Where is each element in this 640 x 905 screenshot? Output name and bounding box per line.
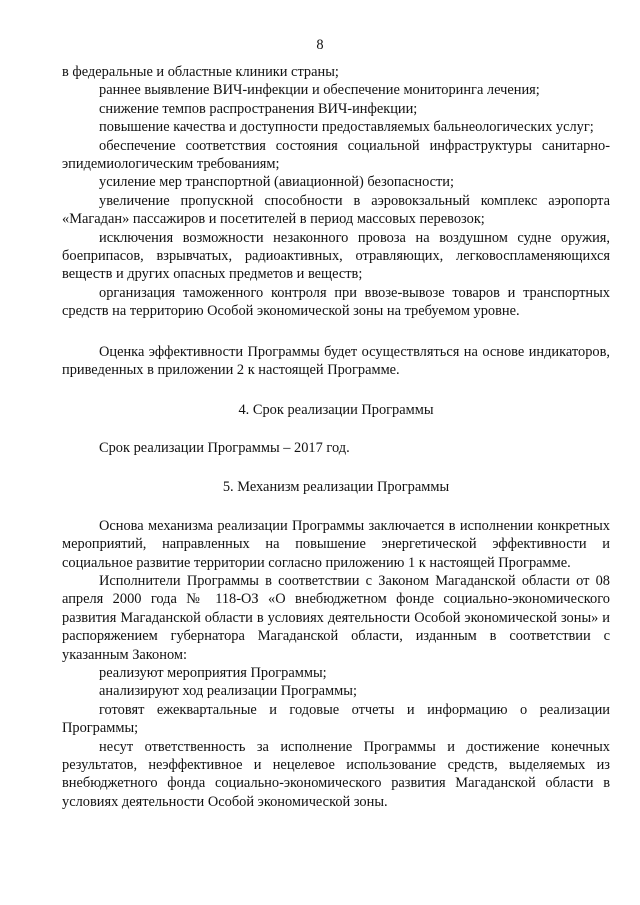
list-item: повышение качества и доступности предоставляемых бальнеологических услуг; — [99, 119, 594, 136]
list-item: в федеральные и областные клиники страны; — [62, 64, 339, 80]
list-item: увеличение пропускной способности в аэровокзальный комплекс аэропорта «Магадан» пассажиров и посетителей в период массовых перевозок; — [62, 192, 610, 228]
list-item: обеспечение соответствия состояния социальной инфраструктуры санитарно-эпидемиологическим требованиям; — [62, 137, 610, 173]
term-paragraph: Срок реализации Программы – 2017 год. — [99, 439, 350, 456]
list-item: раннее выявление ВИЧ-инфекции и обеспечение мониторинга лечения; — [99, 82, 540, 99]
page-body — [62, 63, 610, 811]
list-item: готовят ежеквартальные и годовые отчеты и информацию о реализации Программы; — [62, 701, 610, 737]
list-item: реализуют мероприятия Программы; — [99, 664, 327, 681]
list-item: организация таможенного контроля при ввозе-вывозе товаров и транспортных средств на территорию Особой экономической зоны на требуемом уровне. — [62, 284, 610, 320]
executors-paragraph: Исполнители Программы в соответствии с Законом Магаданской области от 08 апреля 2000 года № 118-ОЗ «О внебюджетном фонде социально-экономического развития Магаданской области в условиях деятельности Особой экономической зоны» и распоряжением губернатора Магаданской области, изданным в соответствии с указанным Законом: — [62, 572, 610, 663]
list-item: анализируют ход реализации Программы; — [99, 683, 357, 700]
section-heading-4: 4. Срок реализации Программы — [238, 401, 434, 418]
list-item: несут ответственность за исполнение Программы и достижение конечных результатов, неэффективное и нецелевое использование средств, выделяемых из внебюджетного фонда социально-экономического развития Магаданской области в условиях деятельности Особой экономической зоны. — [62, 738, 610, 810]
mechanism-paragraph: Основа механизма реализации Программы заключается в исполнении конкретных мероприятий, направленных на повышение энергетической эффективности и социальное развитие территории согласно приложению 1 к настоящей Программе. — [62, 517, 610, 571]
section-heading-5: 5. Механизм реализации Программы — [222, 479, 450, 496]
page-number: 8 — [316, 37, 324, 53]
evaluation-paragraph: Оценка эффективности Программы будет осуществляться на основе индикаторов, приведенных в приложении 2 к настоящей Программе. — [62, 343, 610, 379]
list-item: исключения возможности незаконного провоза на воздушном судне оружия, боеприпасов, взрывчатых, радиоактивных, отравляющих, легковоспламеняющихся веществ и других опасных предметов и веществ; — [62, 229, 610, 283]
list-item: снижение темпов распространения ВИЧ-инфекции; — [99, 100, 418, 117]
list-item: усиление мер транспортной (авиационной) безопасности; — [99, 174, 454, 191]
